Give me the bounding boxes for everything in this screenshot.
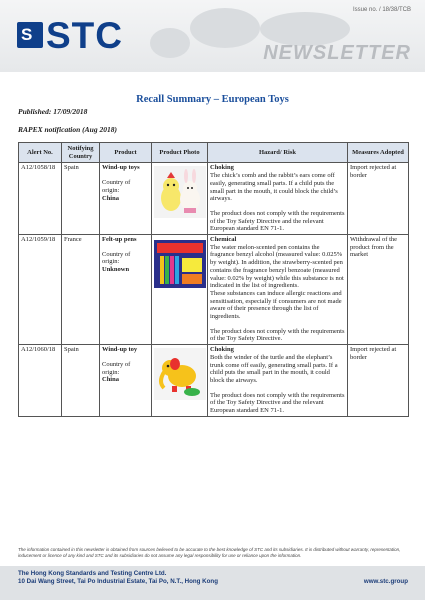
- hazard-text: The chick’s comb and the rabbit’s ears come off easily, generating small parts. If a child puts the small part in the mouth, it could block the child’s airways.: [210, 172, 338, 203]
- origin-value: China: [102, 376, 119, 384]
- table-row: [19, 235, 409, 345]
- newsletter-label: NEWSLETTER: [263, 42, 411, 64]
- world-map-graphic: [260, 12, 350, 46]
- newsletter-header: [0, 0, 425, 72]
- hazard-text: Both the winder of the turtle and the elephant’s trunk come off easily, generating small parts. If a child puts the small part in the mouth, it could block the airways.: [210, 353, 338, 384]
- hazard-cell: [208, 163, 348, 235]
- origin-label: Country of origin:: [102, 179, 131, 194]
- hazard-note: The product does not comply with the requirements of the Toy Safety Directive.: [210, 327, 345, 343]
- hazard-title: Choking: [210, 346, 234, 354]
- company-name: The Hong Kong Standards and Testing Centre Ltd.: [18, 570, 167, 577]
- company-address: 10 Dai Wang Street, Tai Po Industrial Estate, Tai Po, N.T., Hong Kong: [18, 578, 218, 585]
- world-map-graphic: [150, 28, 190, 58]
- alert-no: A12/1060/18: [19, 345, 62, 417]
- hazard-title: Choking: [210, 164, 234, 172]
- wind-up-elephant-photo: [154, 348, 206, 400]
- stc-logo-icon: S: [17, 22, 43, 48]
- product-cell: [100, 163, 152, 235]
- hazard-cell: [208, 235, 348, 345]
- alert-no: A12/1059/18: [19, 235, 62, 345]
- recall-table: [18, 142, 409, 417]
- photo-cell: [152, 163, 208, 235]
- country: France: [62, 235, 100, 345]
- hazard-note: The product does not comply with the requirements of the Toy Safety Directive and the relevant European standard EN 71-1.: [210, 391, 345, 415]
- table-row: [19, 163, 409, 235]
- header-product: Product: [100, 143, 152, 163]
- measures: Withdrawal of the product from the market: [348, 235, 409, 345]
- product-name: Felt-up pens: [102, 236, 137, 244]
- measures: Import rejected at border: [348, 345, 409, 417]
- hazard-title: Chemical: [210, 236, 237, 244]
- country: Spain: [62, 163, 100, 235]
- origin-label: Country of origin:: [102, 360, 131, 376]
- felt-pens-photo: [154, 238, 206, 290]
- product-cell: [100, 235, 152, 345]
- alert-no: A12/1058/18: [19, 163, 62, 235]
- disclaimer: The information contained in this newsletter is obtained from sources believed to be accurate to the best knowledge of STC and its subsidiaries. It is distributed without warranty, representation, inducement or licence of any kind and STC and its subsidiaries do not assume any legal responsibility for use or reliance upon the information.: [18, 547, 401, 558]
- header-photo: Product Photo: [152, 143, 208, 163]
- header-alert-no: Alert No.: [19, 143, 62, 163]
- table-row: [19, 345, 409, 417]
- table-header-row: [19, 143, 409, 163]
- page-title: Recall Summary – European Toys: [136, 94, 289, 105]
- hazard-cell: [208, 345, 348, 417]
- hazard-text: The water melon-scented pen contains the fragrance benzyl alcohol (measured value: 0.025% by weight). In addition, the strawberry-scented pen contains the fragrance benzyl benzoate (measured value: 0.02% by weight) while this substance is not indicated in the list of ingredients.: [210, 243, 344, 290]
- origin-label: Country of origin:: [102, 250, 131, 266]
- origin-value: China: [102, 194, 119, 202]
- header-measures: Measures Adopted: [348, 143, 409, 163]
- photo-cell: [152, 345, 208, 417]
- published-date: Published: 17/09/2018: [18, 107, 88, 116]
- issue-number: Issue no. / 18/38/TCB: [352, 7, 411, 13]
- measures: Import rejected at border: [348, 163, 409, 235]
- hazard-text-2: These substances can induce allergic reactions and sensitisation, especially if consumers are not made aware of their presence through the list of ingredients.: [210, 289, 342, 321]
- origin-value: Unknown: [102, 266, 130, 274]
- world-map-graphic: [190, 8, 260, 48]
- rapex-notification: RAPEX notification (Aug 2018): [18, 125, 117, 134]
- hazard-note: The product does not comply with the requirements of the Toy Safety Directive and the relevant European standard EN 71-1.: [210, 209, 345, 233]
- wind-up-chick-rabbit-photo: [154, 166, 206, 218]
- country: Spain: [62, 345, 100, 417]
- header-country: Notifying Country: [62, 143, 100, 163]
- photo-cell: [152, 235, 208, 345]
- product-name: Wind-up toy: [102, 346, 138, 354]
- website-link[interactable]: www.stc.group: [363, 578, 408, 585]
- product-name: Wind-up toys: [102, 164, 140, 172]
- header-hazard: Hazard/ Risk: [208, 143, 348, 163]
- product-cell: [100, 345, 152, 417]
- logo-text: STC: [46, 15, 123, 56]
